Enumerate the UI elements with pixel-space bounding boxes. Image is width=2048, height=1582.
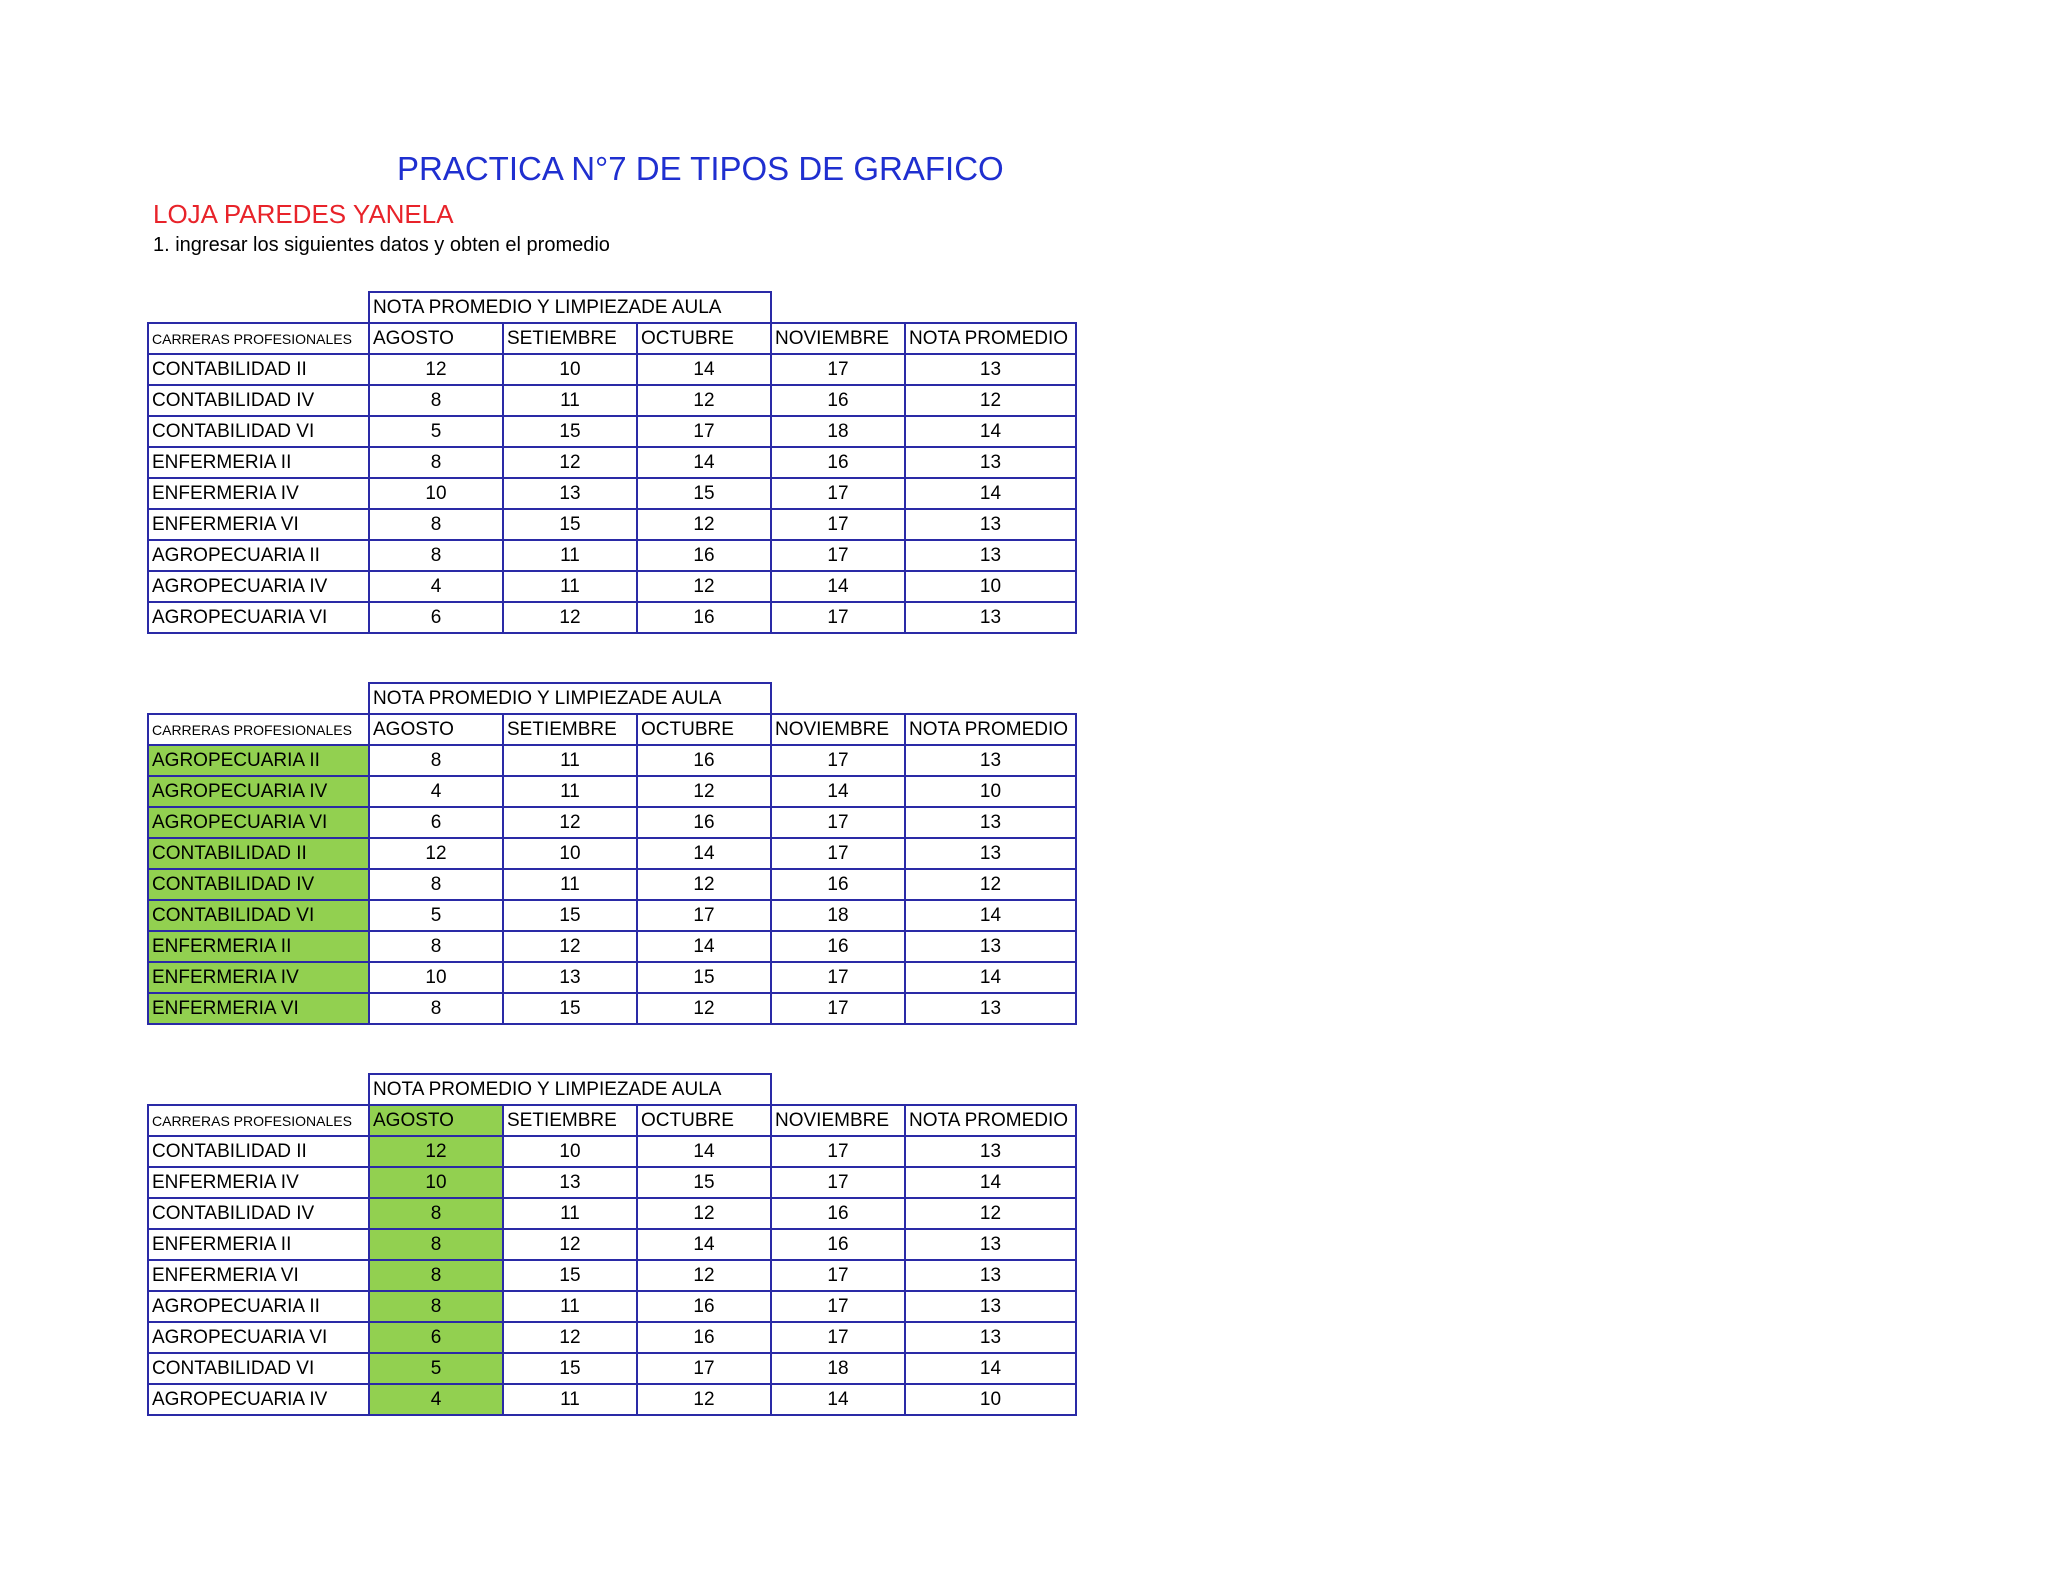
grade-cell[interactable]: 14 (637, 838, 771, 869)
grade-cell[interactable]: 14 (637, 1229, 771, 1260)
grade-cell[interactable]: 17 (771, 838, 905, 869)
table-row (148, 1198, 1076, 1229)
grade-cell[interactable]: 6 (369, 1322, 503, 1353)
grade-cell[interactable]: 12 (637, 1260, 771, 1291)
grade-cell[interactable]: 13 (905, 745, 1076, 776)
grade-cell[interactable]: 8 (369, 540, 503, 571)
column-header-row (148, 323, 1076, 354)
group-header-row (148, 292, 1076, 323)
table-row (148, 745, 1076, 776)
grade-cell[interactable]: 16 (771, 869, 905, 900)
grade-cell[interactable]: 12 (637, 993, 771, 1024)
career-cell[interactable]: CONTABILIDAD IV (148, 385, 369, 416)
column-header-cell[interactable]: AGOSTO (369, 323, 503, 354)
grade-cell[interactable]: 17 (771, 962, 905, 993)
grade-cell[interactable]: 11 (503, 1384, 637, 1415)
grade-cell[interactable]: 17 (771, 540, 905, 571)
grade-cell[interactable]: 12 (369, 1136, 503, 1167)
grade-cell[interactable]: 8 (369, 931, 503, 962)
career-cell[interactable]: CONTABILIDAD II (148, 1136, 369, 1167)
column-header-cell[interactable]: NOVIEMBRE (771, 714, 905, 745)
grade-cell[interactable]: 16 (637, 602, 771, 633)
grade-cell[interactable]: 8 (369, 1260, 503, 1291)
grade-cell[interactable]: 13 (905, 540, 1076, 571)
grades-table-sorted-by-august (147, 1073, 1077, 1416)
grade-cell[interactable]: 15 (637, 478, 771, 509)
grade-cell[interactable]: 13 (905, 1322, 1076, 1353)
grade-cell[interactable]: 8 (369, 745, 503, 776)
grade-cell[interactable]: 14 (905, 416, 1076, 447)
grade-cell[interactable]: 10 (369, 1167, 503, 1198)
column-header-cell[interactable]: NOTA PROMEDIO (905, 714, 1076, 745)
career-cell[interactable]: ENFERMERIA IV (148, 1167, 369, 1198)
page-title: PRACTICA N°7 DE TIPOS DE GRAFICO (397, 150, 1004, 187)
grade-cell[interactable]: 13 (905, 1260, 1076, 1291)
career-cell[interactable]: AGROPECUARIA II (148, 1291, 369, 1322)
grade-cell[interactable]: 13 (503, 478, 637, 509)
grade-cell[interactable]: 10 (905, 776, 1076, 807)
grade-cell[interactable]: 13 (905, 447, 1076, 478)
column-header-row (148, 714, 1076, 745)
grade-cell[interactable]: 8 (369, 1198, 503, 1229)
table-row (148, 807, 1076, 838)
table-row (148, 385, 1076, 416)
grade-cell[interactable]: 13 (905, 807, 1076, 838)
grade-cell[interactable]: 6 (369, 807, 503, 838)
career-cell[interactable]: ENFERMERIA II (148, 447, 369, 478)
column-header-cell[interactable]: AGOSTO (369, 714, 503, 745)
grade-cell[interactable]: 17 (771, 807, 905, 838)
grade-cell[interactable]: 14 (905, 900, 1076, 931)
column-header-cell[interactable]: OCTUBRE (637, 323, 771, 354)
career-cell[interactable]: CONTABILIDAD VI (148, 900, 369, 931)
career-cell[interactable]: ENFERMERIA VI (148, 509, 369, 540)
grade-cell[interactable]: 14 (637, 931, 771, 962)
grade-cell[interactable]: 15 (637, 1167, 771, 1198)
grade-cell[interactable]: 14 (905, 962, 1076, 993)
grade-cell[interactable]: 18 (771, 416, 905, 447)
grade-cell[interactable]: 6 (369, 602, 503, 633)
column-header-cell[interactable]: OCTUBRE (637, 714, 771, 745)
group-header-cell[interactable]: NOTA PROMEDIO Y LIMPIEZADE AULA (369, 683, 771, 714)
grade-cell[interactable]: 11 (503, 385, 637, 416)
career-cell[interactable]: CONTABILIDAD IV (148, 1198, 369, 1229)
grade-cell[interactable]: 17 (771, 602, 905, 633)
grade-cell[interactable]: 11 (503, 745, 637, 776)
table-row (148, 931, 1076, 962)
grade-cell[interactable]: 16 (637, 745, 771, 776)
grade-cell[interactable]: 14 (771, 1384, 905, 1415)
grade-cell[interactable]: 8 (369, 869, 503, 900)
grade-cell[interactable]: 12 (503, 931, 637, 962)
grade-cell[interactable]: 5 (369, 416, 503, 447)
career-cell[interactable]: AGROPECUARIA IV (148, 1384, 369, 1415)
grade-cell[interactable]: 11 (503, 776, 637, 807)
career-cell[interactable]: ENFERMERIA II (148, 931, 369, 962)
grade-cell[interactable]: 14 (905, 1167, 1076, 1198)
grade-cell[interactable]: 17 (771, 354, 905, 385)
grade-cell[interactable]: 14 (637, 1136, 771, 1167)
grade-cell[interactable]: 15 (503, 1260, 637, 1291)
grade-cell[interactable]: 17 (771, 745, 905, 776)
grade-cell[interactable]: 12 (637, 509, 771, 540)
grades-table-original (147, 291, 1077, 634)
column-header-cell[interactable]: NOVIEMBRE (771, 323, 905, 354)
career-cell[interactable]: AGROPECUARIA II (148, 745, 369, 776)
grade-cell[interactable]: 5 (369, 1353, 503, 1384)
table-row (148, 602, 1076, 633)
grade-cell[interactable]: 16 (771, 931, 905, 962)
column-header-cell[interactable]: NOTA PROMEDIO (905, 323, 1076, 354)
grade-cell[interactable]: 12 (503, 447, 637, 478)
grade-cell[interactable]: 11 (503, 869, 637, 900)
grade-cell[interactable]: 17 (637, 1353, 771, 1384)
grade-cell[interactable]: 10 (503, 354, 637, 385)
grade-cell[interactable]: 14 (637, 354, 771, 385)
grade-cell[interactable]: 10 (369, 962, 503, 993)
career-cell[interactable]: ENFERMERIA VI (148, 993, 369, 1024)
grade-cell[interactable]: 12 (637, 385, 771, 416)
column-header-cell[interactable]: CARRERAS PROFESIONALES (148, 1105, 369, 1136)
column-header-cell[interactable]: AGOSTO (369, 1105, 503, 1136)
grade-cell[interactable]: 12 (503, 807, 637, 838)
column-header-row (148, 1105, 1076, 1136)
grade-cell[interactable]: 17 (771, 1167, 905, 1198)
instruction-text: 1. ingresar los siguientes datos y obten el promedio (153, 234, 610, 256)
career-cell[interactable]: ENFERMERIA II (148, 1229, 369, 1260)
grade-cell[interactable]: 15 (503, 416, 637, 447)
column-header-cell[interactable]: CARRERAS PROFESIONALES (148, 323, 369, 354)
table-row (148, 900, 1076, 931)
career-cell[interactable]: CONTABILIDAD II (148, 354, 369, 385)
grade-cell[interactable]: 10 (369, 478, 503, 509)
grade-cell[interactable]: 17 (771, 993, 905, 1024)
grade-cell[interactable]: 13 (905, 509, 1076, 540)
grade-cell[interactable]: 16 (771, 385, 905, 416)
grade-cell[interactable]: 8 (369, 1291, 503, 1322)
grade-cell[interactable]: 8 (369, 1229, 503, 1260)
grade-cell[interactable]: 17 (771, 1291, 905, 1322)
table-row (148, 1291, 1076, 1322)
column-header-cell[interactable]: SETIEMBRE (503, 323, 637, 354)
career-cell[interactable]: AGROPECUARIA IV (148, 571, 369, 602)
grade-cell[interactable]: 11 (503, 540, 637, 571)
grade-cell[interactable]: 13 (905, 602, 1076, 633)
grade-cell[interactable]: 17 (771, 1136, 905, 1167)
grade-cell[interactable]: 17 (637, 900, 771, 931)
column-header-cell[interactable]: SETIEMBRE (503, 714, 637, 745)
career-cell[interactable]: CONTABILIDAD VI (148, 1353, 369, 1384)
grade-cell[interactable]: 8 (369, 385, 503, 416)
table-row (148, 571, 1076, 602)
grade-cell[interactable]: 16 (637, 540, 771, 571)
grades-table-sorted-by-career (147, 682, 1077, 1025)
grade-cell[interactable]: 4 (369, 1384, 503, 1415)
table-row (148, 776, 1076, 807)
grade-cell[interactable]: 17 (771, 1260, 905, 1291)
grade-cell[interactable]: 13 (905, 1291, 1076, 1322)
grade-cell[interactable]: 14 (771, 571, 905, 602)
grade-cell[interactable]: 14 (637, 447, 771, 478)
grade-cell[interactable]: 8 (369, 447, 503, 478)
grade-cell[interactable]: 16 (637, 1322, 771, 1353)
grade-cell[interactable]: 10 (503, 1136, 637, 1167)
grade-cell[interactable]: 11 (503, 1198, 637, 1229)
grade-cell[interactable]: 10 (905, 1384, 1076, 1415)
grade-cell[interactable]: 13 (905, 993, 1076, 1024)
grade-cell[interactable]: 11 (503, 571, 637, 602)
career-cell[interactable]: AGROPECUARIA VI (148, 602, 369, 633)
grade-cell[interactable]: 10 (503, 838, 637, 869)
table-row (148, 1136, 1076, 1167)
table-row (148, 1353, 1076, 1384)
grade-cell[interactable]: 13 (905, 838, 1076, 869)
table-row (148, 354, 1076, 385)
table-row (148, 540, 1076, 571)
grade-cell[interactable]: 15 (503, 1353, 637, 1384)
grade-cell[interactable]: 12 (905, 1198, 1076, 1229)
grade-cell[interactable]: 12 (637, 1384, 771, 1415)
career-cell[interactable]: AGROPECUARIA IV (148, 776, 369, 807)
grade-cell[interactable]: 12 (905, 869, 1076, 900)
grade-cell[interactable]: 12 (503, 1322, 637, 1353)
column-header-cell[interactable]: NOVIEMBRE (771, 1105, 905, 1136)
career-cell[interactable]: AGROPECUARIA VI (148, 807, 369, 838)
student-name: LOJA PAREDES YANELA (153, 199, 454, 229)
career-cell[interactable]: ENFERMERIA VI (148, 1260, 369, 1291)
grade-cell[interactable]: 4 (369, 571, 503, 602)
column-header-cell[interactable]: NOTA PROMEDIO (905, 1105, 1076, 1136)
grade-cell[interactable]: 12 (369, 838, 503, 869)
career-cell[interactable]: ENFERMERIA IV (148, 478, 369, 509)
grade-cell[interactable]: 13 (905, 1136, 1076, 1167)
grade-cell[interactable]: 12 (637, 571, 771, 602)
table-row (148, 447, 1076, 478)
grade-cell[interactable]: 16 (637, 1291, 771, 1322)
grade-cell[interactable]: 12 (637, 869, 771, 900)
grade-cell[interactable]: 15 (637, 962, 771, 993)
career-cell[interactable]: ENFERMERIA IV (148, 962, 369, 993)
grade-cell[interactable]: 13 (503, 1167, 637, 1198)
grade-cell[interactable]: 5 (369, 900, 503, 931)
table-row (148, 993, 1076, 1024)
grade-cell[interactable]: 12 (369, 354, 503, 385)
table-row (148, 838, 1076, 869)
grade-cell[interactable]: 18 (771, 1353, 905, 1384)
grade-cell[interactable]: 17 (771, 1322, 905, 1353)
grade-cell[interactable]: 13 (503, 962, 637, 993)
grade-cell[interactable]: 12 (637, 776, 771, 807)
table-row (148, 478, 1076, 509)
grade-cell[interactable]: 16 (771, 1229, 905, 1260)
group-header-row (148, 1074, 1076, 1105)
grade-cell[interactable]: 12 (905, 385, 1076, 416)
grade-cell[interactable]: 15 (503, 509, 637, 540)
grade-cell[interactable]: 13 (905, 1229, 1076, 1260)
group-header-cell[interactable]: NOTA PROMEDIO Y LIMPIEZADE AULA (369, 1074, 771, 1105)
grade-cell[interactable]: 17 (637, 416, 771, 447)
group-header-cell[interactable]: NOTA PROMEDIO Y LIMPIEZADE AULA (369, 292, 771, 323)
grade-cell[interactable]: 17 (771, 478, 905, 509)
grade-cell[interactable]: 11 (503, 1291, 637, 1322)
grade-cell[interactable]: 15 (503, 993, 637, 1024)
table-row (148, 1384, 1076, 1415)
career-cell[interactable]: AGROPECUARIA II (148, 540, 369, 571)
table-row (148, 962, 1076, 993)
grade-cell[interactable]: 15 (503, 900, 637, 931)
grade-cell[interactable]: 8 (369, 993, 503, 1024)
grade-cell[interactable]: 17 (771, 509, 905, 540)
grade-cell[interactable]: 12 (503, 602, 637, 633)
grade-cell[interactable]: 14 (905, 478, 1076, 509)
table-row (148, 509, 1076, 540)
grade-cell[interactable]: 8 (369, 509, 503, 540)
column-header-cell[interactable]: SETIEMBRE (503, 1105, 637, 1136)
grade-cell[interactable]: 14 (771, 776, 905, 807)
group-header-row (148, 683, 1076, 714)
table-row (148, 1229, 1076, 1260)
grade-cell[interactable]: 13 (905, 354, 1076, 385)
career-cell[interactable]: CONTABILIDAD IV (148, 869, 369, 900)
table-row (148, 869, 1076, 900)
grade-cell[interactable]: 12 (503, 1229, 637, 1260)
grade-cell[interactable]: 16 (637, 807, 771, 838)
table-row (148, 1322, 1076, 1353)
career-cell[interactable]: CONTABILIDAD VI (148, 416, 369, 447)
grade-cell[interactable]: 16 (771, 447, 905, 478)
career-cell[interactable]: CONTABILIDAD II (148, 838, 369, 869)
grade-cell[interactable]: 12 (637, 1198, 771, 1229)
grade-cell[interactable]: 18 (771, 900, 905, 931)
table-row (148, 1260, 1076, 1291)
grade-cell[interactable]: 10 (905, 571, 1076, 602)
grade-cell[interactable]: 4 (369, 776, 503, 807)
column-header-cell[interactable]: CARRERAS PROFESIONALES (148, 714, 369, 745)
table-row (148, 416, 1076, 447)
grade-cell[interactable]: 16 (771, 1198, 905, 1229)
column-header-cell[interactable]: OCTUBRE (637, 1105, 771, 1136)
table-row (148, 1167, 1076, 1198)
grade-cell[interactable]: 14 (905, 1353, 1076, 1384)
career-cell[interactable]: AGROPECUARIA VI (148, 1322, 369, 1353)
grade-cell[interactable]: 13 (905, 931, 1076, 962)
